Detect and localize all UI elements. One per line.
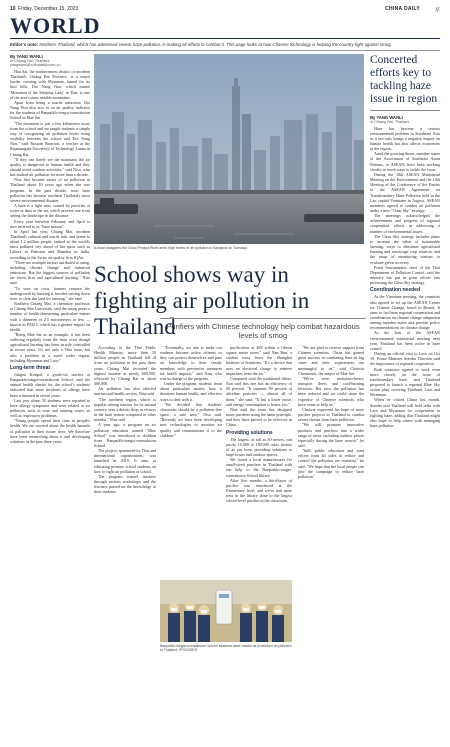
paragraph: We found a local manufacturer for small-sized purifiers in Thailand with our help to the Banpaiklo-tongsi-sornsaksorn School library. bbox=[226, 457, 292, 478]
subhead-providing-solutions: Providing solutions bbox=[226, 429, 273, 436]
paragraph: purification at 498 within a fifteen square meter room," said Nan Ruu, a student tutor from the Shanghai Institute of Scientists. "It's a device that uses an electrical charge to remove impurities from the air." bbox=[226, 345, 292, 376]
paragraph: Amid the growing threat, member states of the Association of Southeast Asian Nations, or ASEAN, have been working closely to reach ways to tackle the issue. bbox=[370, 151, 440, 172]
edition-tag: 京 bbox=[434, 7, 440, 13]
column-4-body-continued bbox=[226, 437, 292, 504]
subhead-long-term-threat: Long-term threat bbox=[10, 364, 50, 371]
paragraph: "If they can barely see the mountain, the air quality is dangerous to human health and they should avoid outdoor activities," said Nisa, who has studied air pollution for more than a decade. bbox=[10, 156, 90, 178]
editors-note-label: Editor's note: bbox=[10, 42, 39, 47]
byline: By YANG WANLI bbox=[10, 54, 43, 59]
paragraph: Last year alone, 50 students were reported to have allergy symptoms and were related to air pollution, such as nose and running noses, as well as respiratory problems. bbox=[10, 397, 90, 419]
article-subheadline: Purifiers with Chinese technology help combat hazardous levels of smog bbox=[166, 322, 360, 340]
sidebar-byline: By YANG WANLI bbox=[370, 114, 403, 120]
paragraph: "The northern region, which is popular among tourists for its natural scenery, sees a drastic drop in visitors in the haze season compared to other months," Nisa said. bbox=[94, 396, 156, 423]
paragraph: "We decided that students' classroom should be a pollution-free space, a safe area," Nisa said. "Recently we have been developing new technologies to monitor air quality and communicate it to the children." bbox=[160, 401, 222, 438]
paragraph: During the 18th ASEAN Ministerial Meeting on the Environment and the 19th Meeting of the Conference of the Parties to the ASEAN Agreement on Transboundary Haze Pollution held in the Lao capital Vientiane in August, ASEAN members agreed to combat air pollution under a new "Clear Sky" strategy. bbox=[370, 171, 440, 213]
paragraph: As the host of the ASEAN environmental ministerial meeting next year, Thailand has been active in haze control. bbox=[370, 330, 440, 351]
column-5-body bbox=[298, 345, 364, 479]
paragraph: "Young people spend their time in people's health. We are worried about the health hazards of pollution to their future lives. We therefore have been researching about it and developing solutions in the past three years. bbox=[10, 418, 90, 444]
paragraph: "Still, public education and joint efforts from all sides to reduce and control the pollution are essential," he said. "We hope that the local people can join the campaign to reduce haze pollution." bbox=[298, 448, 364, 479]
paragraph: A year ago, a program on air pollution education named "Blue School" was introduced to children from Banpaiklo-tongsi-sornsaksorn School. bbox=[94, 422, 156, 448]
paragraph: At the Vientiane meeting, the countries also agreed to set up the ASEAN Center for Climate Change, based in Brunei. It aims to facilitate regional cooperation and coordination on climate change adaptation among member states and provide policy recommendations on climate change. bbox=[370, 294, 440, 331]
paragraph: The largest, as tall as 30 meters, can purify 10,000 to 180,000 cubic meters of air per hour, providing solutions to large towns and outdoor spaces. bbox=[226, 436, 292, 457]
paragraph: "The mountain is just a few kilometers away from the school and we taught students a simple way of recognizing air pollution levels using visibility between the school and Doi Nang Non," said Rosarin Bunvarit, a teacher at the Rajamangala University of Technology Lanna in Chiang Rai. bbox=[10, 120, 90, 157]
byline-place: in Chiang Rai, Thailand bbox=[10, 59, 50, 63]
note-rule bbox=[10, 50, 440, 51]
paper-name: CHINA DAILY bbox=[385, 6, 420, 12]
paragraph: When he visited China last month, Srettha said Thailand will hold talks with Laos and Myanmar for cooperation in fighting haze, adding that Thailand might also hope to help others with managing haze pollution. bbox=[370, 397, 440, 429]
paragraph: Hua Sai, the northernmost district of northern Thailand's Chiang Rai Province, is a major border crossing with Myanmar, famed for its bird hills. Doi Nang Non, which means 'Mountain of the Sleeping Lady' in Thai, is one of the area's most notable mountains. bbox=[10, 69, 90, 100]
article-column-3 bbox=[160, 345, 222, 577]
sidebar-headline: Concerted efforts key to tackling haze issue in region bbox=[370, 54, 438, 105]
paragraph: During an official visit to Laos on Oct 19, Prime Minister Srettha Thavisin said the importance of regional cooperation. bbox=[370, 351, 440, 367]
paragraph: "We will promote innovative products and purifiers into a wider range of areas, including outdoor places especially during the haze season," he said. bbox=[298, 422, 364, 448]
paragraph: After five months, a third-layer of purifier was introduced at the Elementary level, and we've had more tests in the library done to the largest school-level purifier in the classroom. bbox=[226, 477, 292, 504]
paragraph: "We've seen emissions-heavy transport fleets and coal-burning factories. But now the pollution has been reduced and we could share the expertise of Chinese scientists who have come to help us." bbox=[298, 375, 364, 407]
paragraph: The meetings acknowledged the achievements and progress of regional cooperation efforts in addressing a number of environmental issues. bbox=[370, 213, 440, 234]
paragraph: Northern Chiang Mai, a chemistry professor at Chiang Mai University, said the smog poses a number of health-threatening particulate matter with a diameter of 2.5 micrometers or less — known as PM2.5, which has a greater impact on health. bbox=[10, 301, 90, 332]
paragraph: Prasit Suwannalert, chief of the Thai Department of Pollution Control, said the ministry has put in great efforts into promoting the Clear Sky strategy. bbox=[370, 264, 440, 286]
article-headline: School shows way in fighting air pollution in Thailand bbox=[94, 262, 310, 339]
column-3-body bbox=[160, 345, 222, 438]
sidebar-body bbox=[370, 126, 440, 286]
article-column-1 bbox=[10, 54, 90, 742]
column-2-body bbox=[94, 345, 156, 495]
paragraph: Nisa first became aware of air pollution in Thailand about 10 years ago when she was pregnant. In the past decade, toxic haze pollution has become northern Thailand's most severe environmental disaster. bbox=[10, 177, 90, 203]
paragraph: Every year between February and April is now referred to as "haze season". bbox=[10, 218, 90, 229]
paragraph: In April last year, Chiang Mai, northern Thailand's cultural and tourist hub, and home to about 1.2 million people, ranked as the world's most polluted city ahead of hot spots such as Lahore in Pakistan and Mumbai in India, according to the Swiss air quality firm IQAir. bbox=[10, 228, 90, 260]
column-4-body bbox=[226, 345, 292, 428]
editors-note-text: Northern Thailand, which has witnessed severe haze pollution, is making all efforts to combat it. This page looks at how Chinese technology is helping the country fight against smog. bbox=[39, 42, 392, 47]
article-column-5 bbox=[298, 345, 364, 740]
paragraph: A haze is a light mist, caused by particles of water or dust in the air, which prevent one from seeing the landscape in the distance. bbox=[10, 203, 90, 219]
page-number: 10 bbox=[10, 6, 16, 12]
editors-note bbox=[10, 42, 440, 47]
sidebar-rule bbox=[370, 110, 440, 111]
paragraph: "There are multiple factors attributed to smog, including climate change and industrial emissions. But the biggest sources of pollution are forest fires and agricultural burning," Nisa said. bbox=[10, 259, 90, 286]
paragraph: "Being Mae Sai as an example, it has been suffering regularly from the haze even though agricultural burning has been strictly controlled in recent years. It's not only a Thai issue, but also a problem in a much wider region, including Myanmar and Laos." bbox=[10, 331, 90, 363]
section-rule bbox=[10, 38, 440, 39]
paragraph: Chaiwat expressed his hope of more purifier projects in Thailand to combat severe threats from haze pollution. bbox=[298, 406, 364, 423]
classroom-photo-caption: Banpaiklo-tongsi-sornsaksorn School students wear masks as protection on pollution in Thailand. PROVIDED bbox=[160, 644, 292, 653]
paragraph: The project, sponsored by Thai and international organizations, was launched in 2019. It aims at educating primary school students on how to fight air pollution at school. bbox=[94, 448, 156, 474]
paragraph: Nisa said the team has designed many purifiers using the same principle, and they have proved to be effective in China. bbox=[226, 406, 292, 428]
sidebar-body-continued bbox=[370, 294, 440, 428]
paragraph: The Clear Sky strategy includes plans to increase the value of sustainable farming, ways to eliminate agricultural burning and encourage crop rotation, and the setup of monitoring stations to evaluate green recovery. bbox=[370, 233, 440, 265]
paragraph: "Eventually, we aim to make our students become active citizens so they can protect themselves and pass on knowledge to their family members with preventive measures for health impacts," said Nisa, who was in charge of the program. bbox=[160, 345, 222, 381]
paragraph: Both countries agreed to work even more closely on the issue of transboundary haze, and Thailand proposed to launch a regional Blue Sky action plan, covering Thailand, Laos and Myanmar. bbox=[370, 366, 440, 398]
column-1-body bbox=[10, 69, 90, 363]
issue-date: Friday, December 15, 2023 bbox=[18, 6, 79, 12]
sidebar-article bbox=[370, 54, 440, 742]
subline-rule bbox=[160, 318, 366, 319]
subhead-coordination-needed: Coordination needed bbox=[370, 287, 420, 294]
paragraph: "To save on costs, farmers remove the undergrowth by burning it, besides cutting down trees to clear the land for farming," she said. bbox=[10, 285, 90, 301]
main-photo-graphic bbox=[94, 54, 364, 244]
sidebar-byline-place: in Chiang Rai, Thailand bbox=[370, 119, 410, 124]
paragraph: Air pollution has also affected tourism and health sectors, Nisa said. bbox=[94, 386, 156, 397]
column-1-body-continued bbox=[10, 372, 90, 444]
paragraph: Jutigan Kittipol, a grade-six teacher at Banpaiklo-tongsi-sornsaksorn School, said the annual health checks for the school's students indicated that more incidents of allergy have been witnessed in recent years. bbox=[10, 371, 90, 398]
article-column-4 bbox=[226, 345, 292, 740]
paragraph: Under the program, students learn about particulate matter, how it threatens human health, and effective ways to deal with it. bbox=[160, 381, 222, 402]
paragraph: Haze has become a serious environmental problem in Southeast Asia as it not only brings a negative impact on human health but also affects economies in the region. bbox=[370, 125, 440, 152]
byline-email: yangwanli@chinadaily.com.cn bbox=[10, 63, 61, 67]
paragraph: "We are glad to receive support from Chinese scientists. China has gained great success in combating haze in big cities and their experiences are meaningful to us," said Chaiwat Chomtassit, the mayor of Mae Sai. bbox=[298, 345, 364, 376]
main-photo-caption: A local navigates the Chao Phraya River amid high levels of air pollution in Bangkok on Tuesday. bbox=[94, 246, 248, 250]
main-photo-haze-city bbox=[94, 54, 364, 244]
paragraph: According to the Thai Public Health Ministry, more than 10 million people in Thailand fell ill from air pollution in the past three years. Chiang Mai recorded the highest number at nearly 600,000, followed by Chiang Rai at about 400,000. bbox=[94, 345, 156, 387]
section-title: WORLD bbox=[10, 13, 101, 38]
paragraph: Apart from being a tourist attraction, Doi Nang Non also acts as an air quality indicator for the students of Banpaiklo-tongsi-sornsaksorn School in Mae Sai. bbox=[10, 99, 90, 121]
paragraph: Compared with the traditional filters, Nan said this one has an efficiency of 90 percent. "It captures 99 percent of ultrafine particles — almost all of them," she said. "It has a lower noise, and energy consumption is better, too." bbox=[226, 375, 292, 407]
paragraph: The program trained teachers through various workshops, and the teachers passed on the knowledge to their students. bbox=[94, 473, 156, 495]
article-column-2 bbox=[94, 345, 156, 740]
